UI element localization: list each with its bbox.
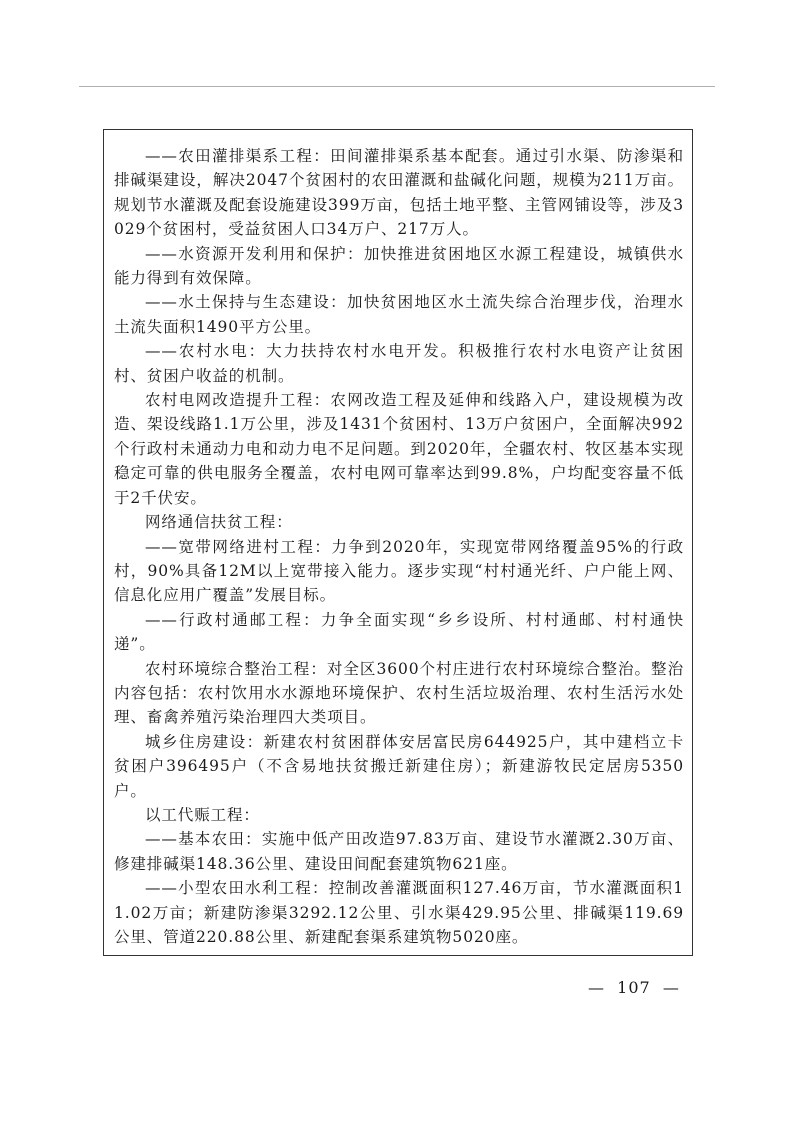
paragraph-small-water-projects: ——小型农田水利工程：控制改善灌溉面积127.46万亩，节水灌溉面积11.02万亩；新建防渗渠3292.12公里、引水渠429.95公里、排碱渠119.69公里、管道220.88公里、新建配套渠系建筑物5020座。 <box>114 879 684 946</box>
paragraph-rural-environment: 农村环境综合整治工程：对全区3600个村庄进行农村环境综合整治。整治内容包括：农村饮用水水源地环境保护、农村生活垃圾治理、农村生活污水处理、畜禽养殖污染治理四大类项目。 <box>114 659 684 727</box>
paragraph-work-relief-heading: 以工代赈工程： <box>145 805 260 824</box>
paragraph-basic-farmland: ——基本农田：实施中低产田改造97.83万亩、建设节水灌溉2.30万亩、修建排碱渠148.36公里、建设田间配套建筑物621座。 <box>114 830 684 873</box>
paragraph-irrigation-drainage: ——农田灌排渠系工程：田间灌排渠系基本配套。通过引水渠、防渗渠和排碱渠建设，解决2047个贫困村的农田灌溉和盐碱化问题，规模为211万亩。规划节水灌溉及配套设施建设399万亩，包括土地平整、主管网铺设等，涉及3029个贫困村，受益贫困人口34万户、217万人。 <box>114 147 684 239</box>
paragraph-water-resources: ——水资源开发利用和保护：加快推进贫困地区水源工程建设，城镇供水能力得到有效保障。 <box>114 244 684 288</box>
paragraph-network-heading: 网络通信扶贫工程： <box>145 513 293 532</box>
paragraph-rural-power-grid: 农村电网改造提升工程：农网改造工程及延伸和线路入户，建设规模为改造、架设线路1.1万公里，涉及1431个贫困村、13万户贫困户，全面解决992个行政村未通动力电和动力电不足问题。到2020年，全疆农村、牧区基本实现稳定可靠的供电服务全覆盖，农村电网可靠率达到99.8%，户均配变容量不低于2千伏安。 <box>114 391 684 507</box>
paragraph-postal: ——行政村通邮工程：力争全面实现“乡乡设所、村村通邮、村村通快递”。 <box>114 610 684 654</box>
paragraph-soil-conservation: ——水土保持与生态建设：加快贫困地区水土流失综合治理步伐，治理水土流失面积1490平方公里。 <box>114 293 684 336</box>
page-number: — 107 — <box>588 978 680 997</box>
paragraph-broadband: ——宽带网络进村工程：力争到2020年，实现宽带网络覆盖95%的行政村，90%具备12M以上宽带接入能力。逐步实现“村村通光纤、户户能上网、信息化应用广覆盖”发展目标。 <box>114 537 684 605</box>
paragraph-rural-hydropower: ——农村水电：大力扶持农村水电开发。积极推行农村水电资产让贫困村、贫困户收益的机制。 <box>114 342 684 385</box>
header-rule <box>79 86 715 87</box>
text-box <box>103 129 693 956</box>
paragraph-housing: 城乡住房建设：新建农村贫困群体安居富民房644925户，其中建档立卡贫困户396495户（不含易地扶贫搬迁新建住房）；新建游牧民定居房5350户。 <box>114 732 684 800</box>
